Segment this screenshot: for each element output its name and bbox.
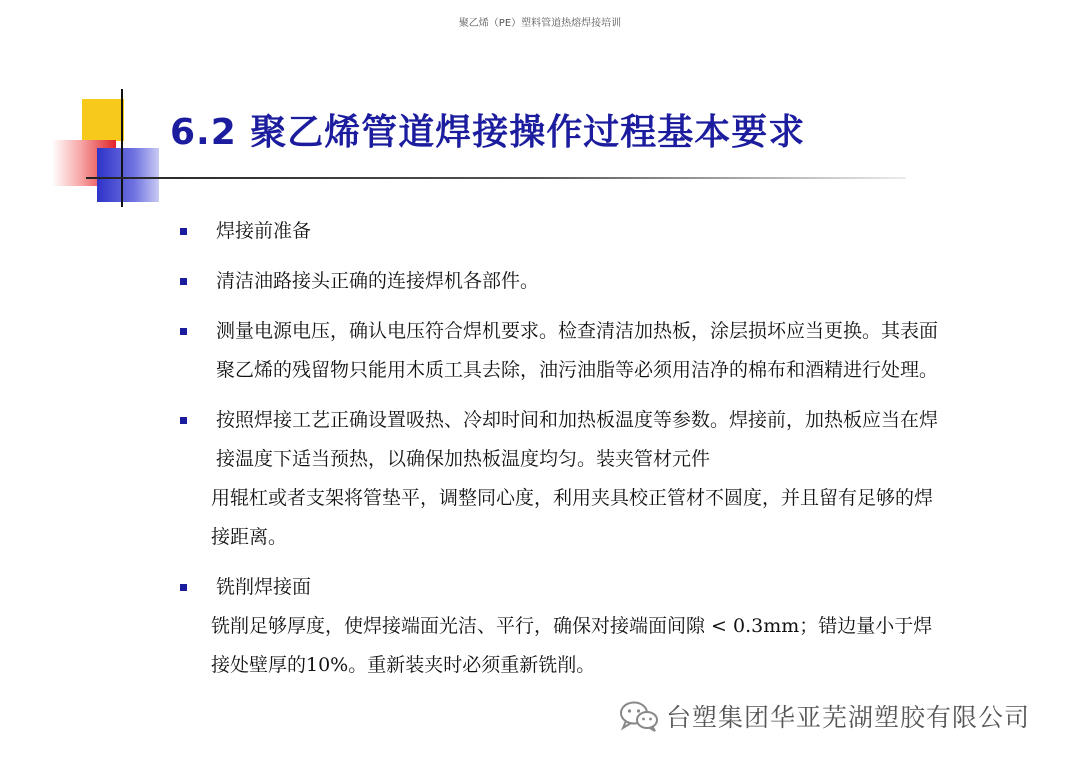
- bullet-text: 铣削焊接面: [216, 576, 312, 598]
- bullet-item: [176, 312, 1036, 390]
- continuation-text: 铣削足够厚度，使焊接端面光洁、平行，确保对接端面间隙 < 0.3mm；错边量小于焊: [211, 615, 933, 637]
- bullet-item: [176, 262, 1036, 301]
- bullet-marker-icon: [180, 278, 187, 285]
- bullet-text: 聚乙烯的残留物只能用木质工具去除，油污油脂等必须用洁净的棉布和酒精进行处理。: [216, 359, 939, 381]
- bullet-item: [176, 212, 1036, 251]
- bullet-text: 焊接前准备: [216, 220, 312, 242]
- header-caption: 聚乙烯（PE）塑料管道热熔焊接培训: [458, 18, 622, 29]
- title-underline: [86, 177, 906, 179]
- bullet-text: 测量电源电压，确认电压符合焊机要求。检查清洁加热板，涂层损坏应当更换。其表面: [216, 320, 939, 342]
- watermark: [618, 696, 1030, 736]
- bullet-item: [176, 401, 1036, 557]
- bullet-text: 按照焊接工艺正确设置吸热、冷却时间和加热板温度等参数。焊接前，加热板应当在焊: [216, 409, 939, 431]
- bullet-marker-icon: [180, 417, 187, 424]
- bullet-item: [176, 568, 1036, 685]
- bullet-text: 接温度下适当预热，以确保加热板温度均匀。装夹管材元件: [216, 448, 711, 470]
- slide-title: 6.2 聚乙烯管道焊接操作过程基本要求: [170, 112, 806, 153]
- continuation-text: 接处壁厚的10%。重新装夹时必须重新铣削。: [211, 654, 596, 676]
- decorative-vertical-line: [121, 89, 123, 207]
- bullet-marker-icon: [180, 328, 187, 335]
- decorative-blue-square: [97, 148, 159, 202]
- bullet-marker-icon: [180, 228, 187, 235]
- continuation-text: 接距离。: [211, 526, 288, 548]
- wechat-icon: [618, 699, 660, 733]
- bullet-text: 清洁油路接头正确的连接焊机各部件。: [216, 270, 540, 292]
- bullet-list: [176, 212, 1036, 696]
- decorative-yellow-square: [82, 99, 124, 141]
- bullet-marker-icon: [180, 584, 187, 591]
- watermark-text: 台塑集团华亚芜湖塑胶有限公司: [666, 703, 1031, 732]
- continuation-text: 用辊杠或者支架将管垫平，调整同心度，利用夹具校正管材不圆度，并且留有足够的焊: [211, 487, 934, 509]
